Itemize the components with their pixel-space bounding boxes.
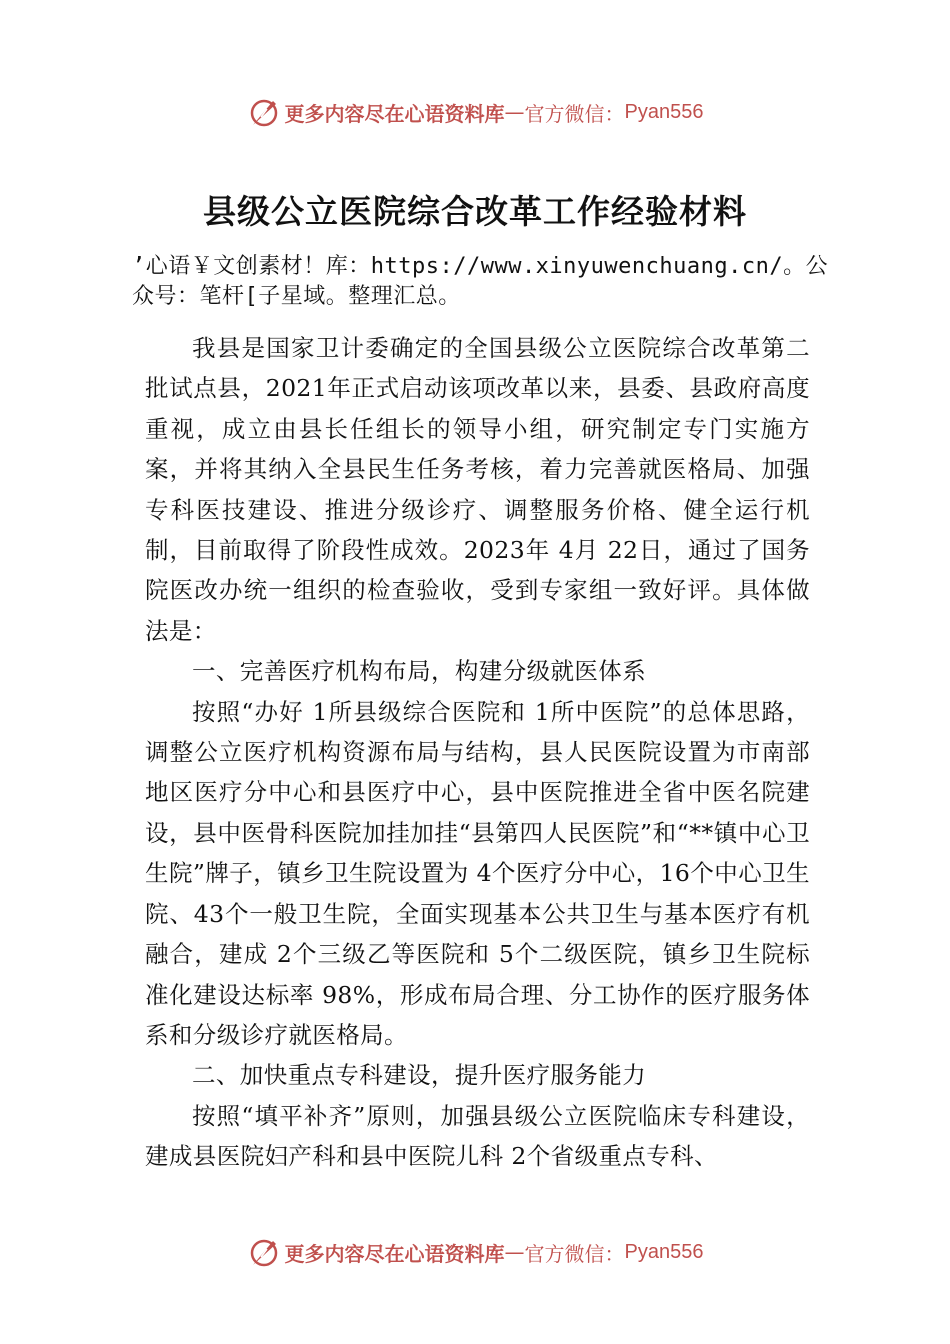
paragraph-section-2: 按照“填平补齐”原则，加强县级公立医院临床专科建设，建成县医院妇产科和县中医院儿科 2个省级重点专科、	[145, 1101, 810, 1171]
header-watermark-banner	[0, 92, 950, 132]
paragraph-section-1: 按照“办好 1所县级综合医院和 1所中医院”的总体思路，调整公立医疗机构资源布局与结构，县人民医院设置为市南部地区医疗分中心和县医疗中心，县中医院推进全省中医名院建设，县中医骨科医院加挂加挂“县第四人民医院”和“**镇中心卫生院”牌子，镇乡卫生院设置为 4个医疗分中心，16个中心卫生院、43个一般卫生院，全面实现基本公共卫生与基本医疗有机融合，建成 2个三级乙等医院和 5个二级医院，镇乡卫生院标准化建设达标率 98%，形成布局合理、分工协作的医疗服务体系和分级诊疗就医格局。	[145, 697, 810, 1049]
banner-wechat-label: 官方微信：	[524, 1241, 625, 1266]
paragraph-intro: 我县是国家卫计委确定的全国县级公立医院综合改革第二批试点县，2021年正式启动该项改革以来，县委、县政府高度重视，成立由县长任组长的领导小组，研究制定专门实施方案，并将其纳入全县民生任务考核，着力完善就医格局、加强专科医技建设、推进分级诊疗、调整服务价格、健全运行机制，目前取得了阶段性成效。2023年 4月 22日，通过了国务院医改办统一组织的检查验收，受到专家组一致好评。具体做法是：	[145, 334, 810, 645]
quill-pen-logo-icon	[247, 95, 281, 129]
quill-pen-logo-icon	[247, 1235, 281, 1269]
document-body	[145, 328, 810, 1177]
banner-wechat-id: Pyan556	[624, 1240, 704, 1263]
banner-main-text: 更多内容尽在心语资料库	[284, 1241, 505, 1266]
banner-wechat-id: Pyan556	[624, 100, 704, 123]
section-heading-2: 二、加快重点专科建设，提升医疗服务能力	[192, 1061, 647, 1090]
banner-wechat-label: 官方微信：	[524, 101, 625, 126]
section-heading-1: 一、完善医疗机构布局，构建分级就医体系	[192, 657, 647, 686]
banner-dash: —	[504, 100, 525, 124]
banner-main-text: 更多内容尽在心语资料库	[284, 101, 505, 126]
source-note: ’心语￥文创素材！库：https://www.xinyuwenchuang.cn/。公众号：笔杆[子星域。整理汇总。	[132, 254, 829, 309]
banner-dash: —	[504, 1240, 525, 1264]
footer-watermark-banner	[0, 1232, 950, 1272]
document-title: 县级公立医院综合改革工作经验材料	[203, 192, 747, 231]
